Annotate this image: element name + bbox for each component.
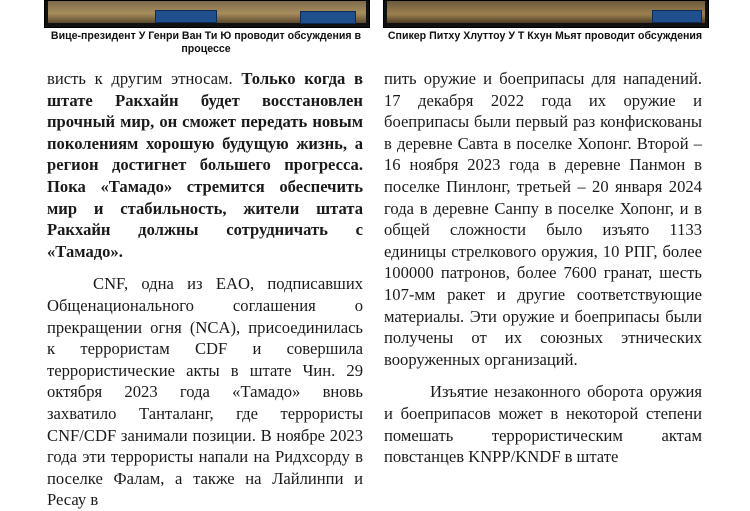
nameplate — [300, 11, 356, 24]
article-column-right — [384, 68, 702, 468]
photo-speaker — [383, 0, 709, 28]
photo-vice-president — [44, 0, 370, 28]
photo-caption-left: Вице-президент У Генри Ван Ти Ю проводит обсуждения в процессе — [50, 30, 362, 55]
paragraph-lead: висть к другим этносам. — [47, 69, 242, 88]
nameplate — [155, 10, 217, 23]
nameplate — [652, 10, 702, 23]
paragraph: пить оружие и боеприпасы для нападений. 17 декабря 2022 года их оружие и боеприпасы были первый раз конфискованы в деревне Савта в поселке Хопонг. Второй – 16 ноября 2023 года в деревне Панмон в поселке Пинлонг, третьей – 20 января 2024 года в деревне Санпу в поселке Хопонг, и в общей сложности было изъято 1133 единицы стрелкового оружия, 10 РПГ, более 100000 патронов, более 7600 гранат, шесть 107-мм ракет и другие соответствующие материалы. Эти оружие и боеприпасы были получены от их союзных этнических вооруженных организаций. — [384, 69, 702, 369]
paragraph — [47, 68, 363, 262]
article-column-left — [47, 68, 363, 511]
paragraph: Изъятие незаконного оборота оружия и боеприпасов может в некоторой степени помешать террористическим актам повстанцев KNPP/KNDF в штате — [384, 382, 702, 467]
paragraph: CNF, одна из EAO, подписавших Общенационального соглашения о прекращении огня (NCA), присоединилась к террористам CDF и совершила террористические акты в штате Чин. 29 октября 2023 года «Тамадо» вновь захватило Танталанг, где террористы CNF/CDF занимали позиции. В ноябре 2023 года эти террористы напали на Ридхсорду в поселке Фалам, а также на Лайлинпи и Ресау в — [47, 274, 363, 510]
paragraph-bold: Только когда в штате Ракхайн будет восстановлен прочный мир, он сможет передать новым поколениям хорошую будущую жизнь, а регион достигнет большего прогресса. Пока «Тамадо» стремится обеспечить мир и стабильность, жители штата Ракхайн должны сотрудничать с «Тамадо». — [47, 69, 363, 261]
photo-caption-right: Спикер Питху Хлуттоу У Т Кхун Мьят проводит обсуждения — [387, 30, 703, 42]
